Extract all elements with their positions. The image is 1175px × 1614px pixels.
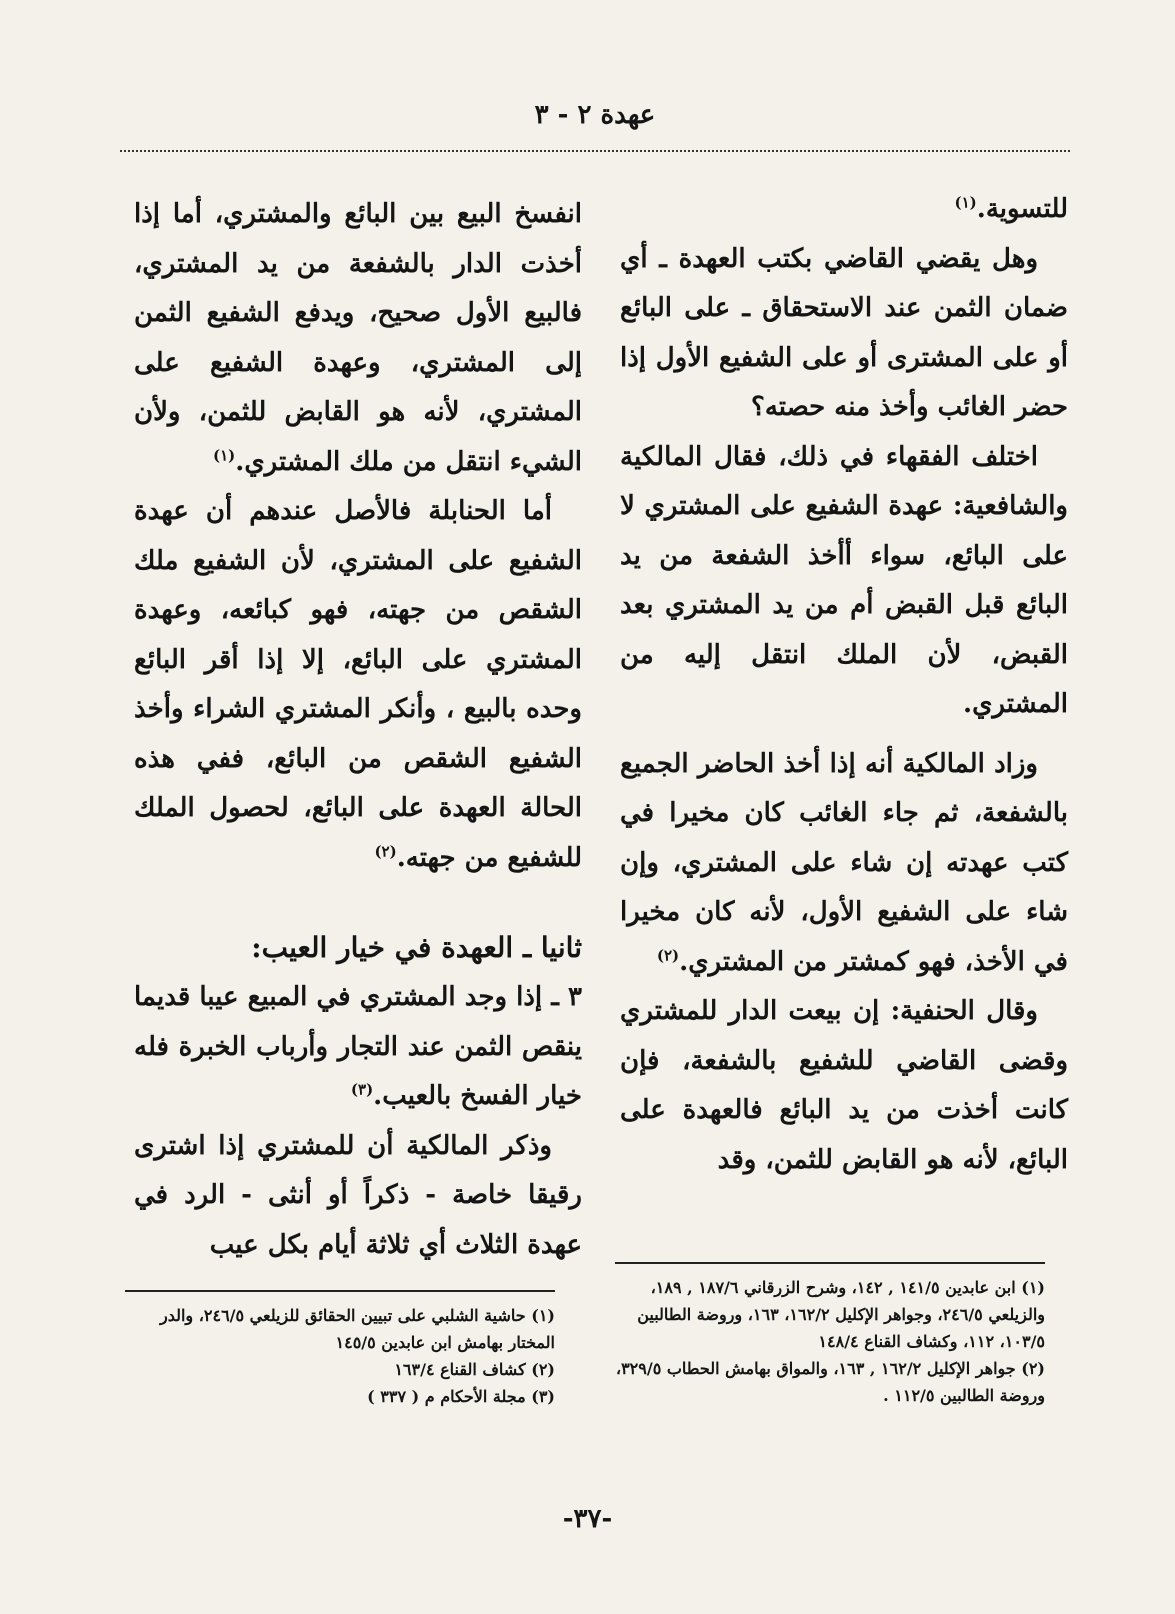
- paragraph: [620, 235, 1068, 433]
- paragraph: [620, 987, 1068, 1185]
- paragraph-text: أما الحنابلة فالأصل عندهم أن عهدة الشفيع على المشتري، لأن الشفيع ملك الشقص من جهته، فهو كبائعه، وعهدة المشتري على البائع، إلا إذا أقر البائع وحده بالبيع ، وأنكر المشتري الشراء وأخذ الشفيع الشقص من البائع، ففي هذه الحالة العهدة على البائع، لحصول الملك للشفيع من جهته.: [134, 496, 582, 873]
- page-number: -٣٧-: [562, 1504, 613, 1534]
- footnote-divider: [125, 1290, 555, 1292]
- paragraph: [134, 487, 582, 883]
- paragraph: [620, 433, 1068, 730]
- paragraph-text: ٣ ـ إذا وجد المشتري في المبيع عيبا قديما ينقص الثمن عند التجار وأرباب الخبرة فله خيار الفسخ بالعيب.: [134, 982, 582, 1111]
- footnote-marker: (١): [212, 445, 236, 464]
- footnote-item: (٢) جواهر الإكليل ١٦٢/٢ , ١٦٣، والمواق بهامش الحطاب ٣٢٩/٥، وروضة الطالبين ١١٢/٥ .: [615, 1359, 1045, 1405]
- paragraph-text: وهل يقضي القاضي بكتب العهدة ـ أي ضمان الثمن عند الاستحقاق ـ على البائع أو على المشترى أو على الشفيع الأول إذا حضر الغائب وأخذ منه حصته؟: [620, 243, 1068, 422]
- paragraph-text: للتسوية.: [976, 194, 1068, 224]
- footnote-marker: (٣): [350, 1080, 374, 1099]
- section-heading: ثانيا ـ العهدة في خيار العيب:: [251, 931, 582, 964]
- paragraph-text: انفسخ البيع بين البائع والمشتري، أما إذا أخذت الدار بالشفعة من يد المشتري، فالبيع الأول صحيح، ويدفع الشفيع الثمن إلى المشتري، وعهدة الشفيع على المشتري، لأنه هو القابض للثمن، ولأن الشيء انتقل من ملك المشتري.: [134, 199, 582, 477]
- footnote-divider: [615, 1262, 1045, 1264]
- paragraph: [620, 740, 1068, 988]
- paragraph: [620, 185, 1068, 235]
- left-column: [134, 190, 582, 1270]
- running-header: عهدة ٢ - ٣: [534, 100, 656, 130]
- paragraph-text: وزاد المالكية أنه إذا أخذ الحاضر الجميع بالشفعة، ثم جاء الغائب كان مخيرا في كتب عهدته إن شاء على المشتري، وإن شاء على الشفيع الأول، لأنه كان مخيرا في الأخذ، فهو كمشتر من المشتري.: [620, 748, 1068, 977]
- paragraph-text: وقال الحنفية: إن بيعت الدار للمشتري وقضى القاضي للشفيع بالشفعة، فإن كانت أخذت من يد البائع فالعهدة على البائع، لأنه هو القابض للثمن، وقد: [620, 996, 1068, 1175]
- footnotes-right: [615, 1262, 1045, 1409]
- footnote-marker: (٢): [374, 841, 397, 860]
- footnotes-left: [125, 1290, 555, 1410]
- paragraph: [134, 190, 582, 487]
- footnote-item: (١) ابن عابدين ١٤١/٥ , ١٤٢، وشرح الزرقاني ١٨٧/٦ , ١٨٩، والزيلعي ٢٤٦/٥، وجواهر الإكليل ١٦٢/٢، ١٦٣، وروضة الطالبين ١٠٣/٥، ١١٢، وكشاف القناع ١٤٨/٤: [637, 1278, 1045, 1351]
- footnote-item: (٣) مجلة الأحكام م ( ٣٣٧ ): [367, 1387, 555, 1406]
- header-divider: [120, 150, 1070, 152]
- paragraph: [134, 1122, 582, 1271]
- paragraph: [134, 973, 582, 1122]
- paragraph-text: اختلف الفقهاء في ذلك، فقال المالكية والشافعية: عهدة الشفيع على المشتري لا على البائع، سواء أأخذ الشفعة من يد البائع قبل القبض أم من يد المشتري بعد القبض، لأن الملك انتقل إليه من المشتري.: [620, 441, 1068, 719]
- right-column: [620, 185, 1068, 1185]
- footnote-item: (٢) كشاف القناع ١٦٣/٤: [394, 1360, 555, 1379]
- footnote-marker: (٢): [656, 945, 680, 964]
- footnote-item: (١) حاشية الشلبي على تبيين الحقائق للزيلعي ٢٤٦/٥، والدر المختار بهامش ابن عابدين ١٤٥/٥: [159, 1306, 555, 1352]
- footnote-marker: (١): [954, 193, 977, 212]
- paragraph-text: وذكر المالكية أن للمشتري إذا اشترى رقيقا خاصة - ذكراً أو أنثى - الرد في عهدة الثلاث أي ثلاثة أيام بكل عيب: [134, 1130, 582, 1260]
